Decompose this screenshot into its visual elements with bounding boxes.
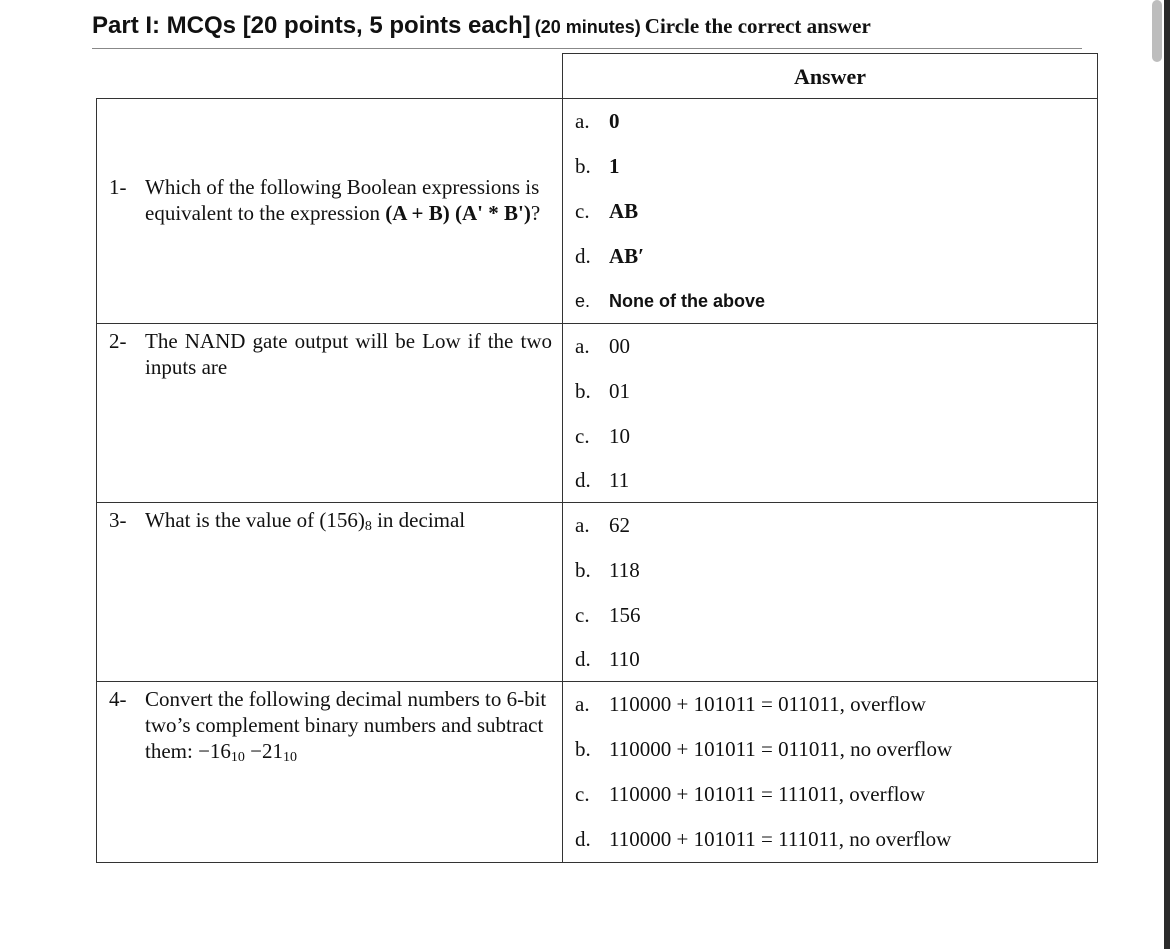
- question-cell-3: [97, 503, 563, 681]
- option-b[interactable]: b. 01: [575, 379, 630, 403]
- option-e[interactable]: e. None of the above: [575, 290, 766, 311]
- answer-cell-3: [563, 503, 1097, 681]
- option-a[interactable]: a. 0: [575, 109, 620, 133]
- option-d[interactable]: d. 110: [575, 647, 640, 671]
- question-row-1: [97, 99, 1097, 324]
- option-c[interactable]: c. AB: [575, 199, 639, 223]
- instruction: Circle the correct answer: [644, 14, 871, 38]
- option-d[interactable]: d. 11: [575, 468, 630, 492]
- option-a[interactable]: a. 110000 + 101011 = 011011, overflow: [575, 692, 926, 716]
- question-text: The NAND gate output will be Low if the two inputs are: [145, 329, 552, 379]
- question-text: Which of the following Boolean expressions is equivalent to the expression (A + B) (A' * B')?: [145, 175, 541, 225]
- question-number: 1-: [109, 175, 127, 199]
- mcq-table: [96, 98, 1098, 863]
- option-d[interactable]: d. AB′: [575, 244, 645, 268]
- question-number: 4-: [109, 687, 127, 711]
- question-text: What is the value of $(156)_8$ in decimal: [145, 508, 466, 534]
- answer-cell-4: [563, 682, 1097, 862]
- option-d[interactable]: d. 110000 + 101011 = 111011, no overflow: [575, 827, 952, 851]
- option-c[interactable]: c. 10: [575, 424, 630, 448]
- title-divider: [92, 48, 1082, 49]
- scrollbar-thumb[interactable]: [1152, 0, 1162, 62]
- part-title: Part I: MCQs [20 points, 5 points each]: [92, 12, 531, 39]
- question-number: 3-: [109, 508, 127, 532]
- option-b[interactable]: b. 1: [575, 154, 620, 178]
- time-limit: (20 minutes): [534, 17, 641, 37]
- answer-cell-1: [563, 99, 1097, 323]
- answer-header-cell: [562, 53, 1098, 99]
- question-row-3: [97, 503, 1097, 682]
- question-row-2: [97, 324, 1097, 503]
- answer-cell-2: [563, 324, 1097, 502]
- question-text: Convert the following decimal numbers to 6-bit two’s complement binary numbers and subtract them: $-16_{10} -21_{10}$: [145, 687, 547, 765]
- window-edge: [1164, 0, 1170, 949]
- answer-header: Answer: [793, 64, 867, 89]
- page-title: [92, 12, 871, 40]
- question-cell-4: [97, 682, 563, 862]
- option-a[interactable]: a. 62: [575, 513, 630, 537]
- option-c[interactable]: c. 110000 + 101011 = 111011, overflow: [575, 782, 926, 806]
- question-row-4: [97, 682, 1097, 862]
- option-c[interactable]: c. 156: [575, 603, 641, 627]
- option-b[interactable]: b. 110000 + 101011 = 011011, no overflow: [575, 737, 953, 761]
- option-a[interactable]: a. 00: [575, 334, 630, 358]
- question-cell-1: [97, 99, 563, 323]
- option-b[interactable]: b. 118: [575, 558, 640, 582]
- question-number: 2-: [109, 329, 127, 353]
- question-cell-2: [97, 324, 563, 502]
